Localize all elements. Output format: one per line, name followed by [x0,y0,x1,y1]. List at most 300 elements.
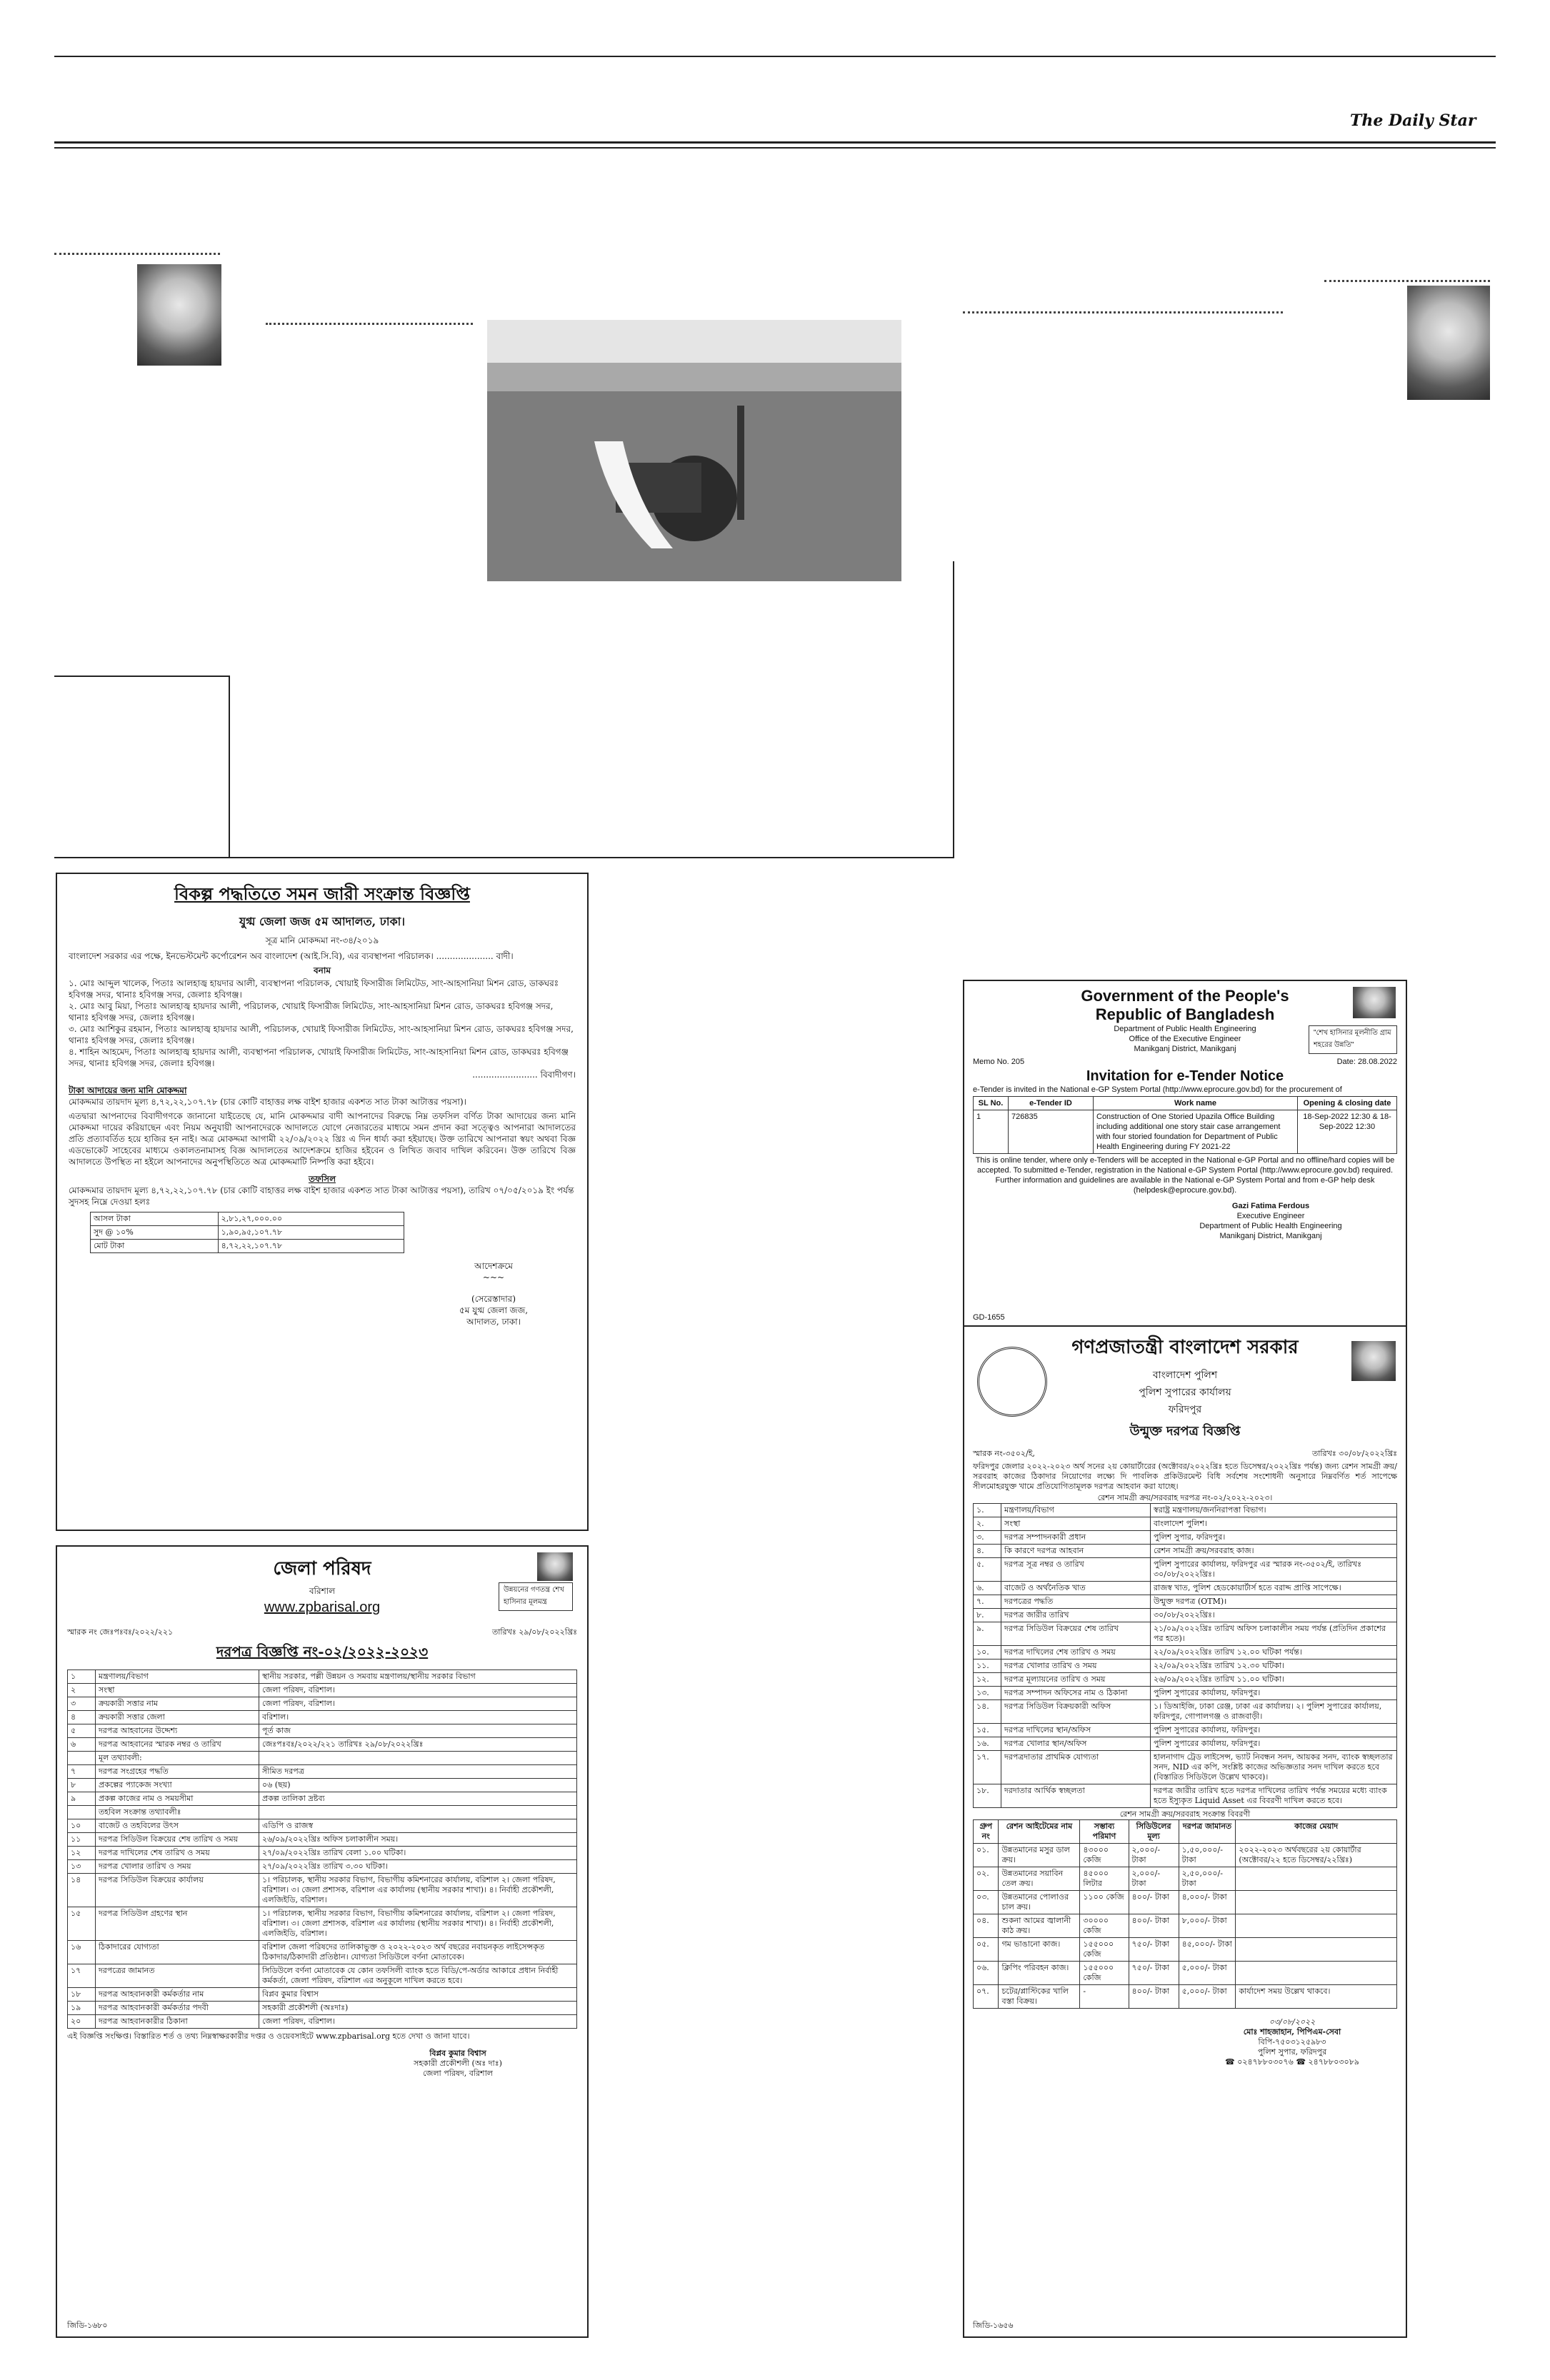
table-cell: ১। ডিআইজি, ঢাকা রেঞ্জ, ঢাকা এর কার্যালয়। ২। পুলিশ সুপারের কার্যালয়, ফরিদপুর, গোপালগঞ্জ ও রাজবাড়ী। [1151,1700,1397,1724]
table-cell: ১০. [974,1646,1001,1660]
police-emblem-icon [977,1347,1047,1417]
table-cell: ০২. [974,1867,999,1891]
table-row [68,2002,577,2015]
table-cell [259,1752,577,1765]
table-row [974,1595,1397,1609]
zila-parishad-tender-ad [56,1545,589,2338]
table-cell: ৬. [974,1582,1001,1595]
signer-role: Executive Engineer [1236,1212,1305,1220]
leader-photo [537,1552,573,1581]
table-cell: ৯. [974,1622,1001,1646]
table-cell: ০৭. [974,1985,999,2009]
police-tender-ad [963,1325,1407,2338]
memo-number: স্মারক নং জেঃপঃবঃ/২০২২/২২১ [67,1627,174,1637]
table-row [974,1914,1397,1938]
ad-title: জেলা পরিষদ [273,1558,371,1580]
table-cell: দরপত্র সংগ্রহের পদ্ধতি [96,1765,259,1779]
table-cell [1236,1867,1397,1891]
table-cell: ৪০০/- টাকা [1129,1914,1179,1938]
table-cell: দরপত্র খোলার স্থান/অফিস [1001,1737,1151,1751]
table-row [974,1531,1397,1545]
table-cell: দরপত্র আহবানকারীর ঠিকানা [96,2015,259,2029]
table-cell: বাজেট ও তহবিলের উৎস [96,1819,259,1833]
table-cell: ঠিকাদারের যোগ্যতা [96,1941,259,1964]
photo-illustration [487,320,901,581]
signer-office: জেলা পরিষদ, বরিশাল [423,2069,493,2078]
table-row [68,1860,577,1874]
table-cell: সংস্থা [1001,1517,1151,1531]
table-row [91,1212,404,1226]
table-cell: ১০ [68,1819,96,1833]
table-cell: দরদাতার আর্থিক স্বচ্ছলতা [1001,1784,1151,1808]
table-cell: উন্মুক্ত দরপত্র (OTM)। [1151,1595,1397,1609]
table-cell: উন্নতমানের পোলাওর চাল ক্রয়। [999,1891,1080,1914]
table-cell: দরপত্র খোলার তারিখ ও সময় [96,1860,259,1874]
table-cell: ২২/০৯/২০২২খ্রিঃ তারিখ ১২.৩০ ঘটিকা। [1151,1660,1397,1673]
table-cell: ২০ [68,2015,96,2029]
website-link[interactable]: www.zpbarisal.org [264,1600,381,1615]
table-cell: পুলিশ সুপারের কার্যালয়, ফরিদপুর। [1151,1737,1397,1751]
table-cell: রেশন সামগ্রী ক্রয়/সরবরাহ কাজ। [1151,1545,1397,1558]
table-row [68,1724,577,1738]
table-cell: সংস্থা [96,1684,259,1697]
table-cell: সহকারী প্রকৌশলী (অঃদাঃ) [259,2002,577,2015]
ad-title-2: Republic of Bangladesh [1095,1005,1275,1023]
table-cell: ৩ [68,1697,96,1711]
table-cell: ৪. [974,1545,1001,1558]
gd-number: GD-1655 [973,1313,1005,1322]
table-cell: ৪,৭২,২২,১০৭.৭৮ [218,1240,404,1253]
table-cell: ১. [974,1504,1001,1517]
table-cell: ১৭ [68,1964,96,1988]
etender-table [973,1096,1397,1154]
office: Office of the Executive Engineer [1129,1035,1241,1043]
table-cell: ২. [974,1517,1001,1531]
column-header: e-Tender ID [1009,1097,1094,1110]
sign-role: (সেরেস্তাদার) [471,1294,516,1304]
signer-name: বিপ্লব কুমার বিশ্বাস [429,2049,486,2058]
table-cell: ১১. [974,1660,1001,1673]
table-row [68,1738,577,1752]
versus-label: বনাম [314,965,331,975]
table-cell: ৩০/০৮/২০২২খ্রিঃ। [1151,1609,1397,1622]
signer-role: পুলিশ সুপার, ফরিদপুর [1257,2047,1327,2057]
dphe-etender-ad [963,980,1407,1328]
columnist-photo-right [1407,286,1490,400]
table-header-row [974,1820,1397,1844]
table-cell: ১৮ [68,1988,96,2002]
table-cell: ২৭/০৯/২০২২খ্রিঃ তারিখ বেলা ১.০০ ঘটিকা। [259,1847,577,1860]
table-row [974,1962,1397,1985]
table-row [974,1985,1397,2009]
table-cell: ৮ [68,1779,96,1792]
table-cell: দরপত্র দাখিলের শেষ তারিখ ও সময় [96,1847,259,1860]
schedule-text: মোকদ্দমার তায়দাদ মূল্য ৪,৭২,২২,১০৭.৭৮ (চার কোটি বাহাত্তর লক্ষ বাইশ হাজার একশত সাত টাকা আটাত্তর পয়সা), তারিখ ০৭/০৫/২০১৯ ইং পর্যন্ত সুদসহ নিম্নে দেওয়া হলঃ [69,1185,574,1207]
table-cell [259,1806,577,1819]
table-cell: ৪,০০০/- টাকা [1179,1891,1236,1914]
table-row [974,1504,1397,1517]
table-row [974,1110,1397,1154]
leader-photo [1353,987,1396,1018]
section-rule [54,857,954,858]
table-cell [1236,1938,1397,1962]
table-row [974,1673,1397,1687]
defendant-item: ৪. শাহিন আহমেদ, পিতাঃ আলহাজ্ব হায়দার আলী, ব্যবস্থাপনা পরিচালক, খোয়াই ফিসারীজ লিমিটেড, সাং-আহসানিয়া মিশন রোড, ডাকঘরঃ হবিগঞ্জ সদর, থানাঃ হবিগঞ্জ সদর, জেলাঃ হবিগঞ্জ। [69,1047,569,1068]
table-row [68,1792,577,1806]
defendant-item: ৩. মোঃ আশিকুর রহমান, পিতাঃ আলহাজ্ব হায়দার আলী, পরিচালক, খোয়াই ফিসারীজ লিমিটেড, সাং-আহসানিয়া মিশন রোড, ডাকঘরঃ হবিগঞ্জ সদর, থানাঃ হবিগঞ্জ সদর, জেলাঃ হবিগঞ্জ। [69,1024,574,1045]
table-cell: ১৬. [974,1737,1001,1751]
table-row [974,1891,1397,1914]
table-cell: ১১ [68,1833,96,1847]
table-cell: ১৩ [68,1860,96,1874]
table-cell: ৫. [974,1558,1001,1582]
tender-info-table [973,1503,1397,1808]
table-cell: বাংলাদেশ পুলিশ। [1151,1517,1397,1531]
table-row [974,1660,1397,1673]
column-header: SL No. [974,1097,1009,1110]
table-cell: ১। পরিচালক, স্থানীয় সরকার বিভাগ, বিভাগীয় কমিশনারের কার্যালয়, বরিশাল ২। জেলা পরিষদ, বরিশাল। ৩। জেলা প্রশাসক, বরিশাল এর কার্যালয় (স্থানীয় সরকার শাখা)। ৪। নির্বাহী প্রকৌশলী, এলজিইডি, বরিশাল। [259,1907,577,1941]
table-cell: পুলিশ সুপারের কার্যালয়, ফরিদপুর এর স্মারক নং-৩৫০২/ই, তারিখঃ ৩০/০৮/২০২২খ্রিঃ। [1151,1558,1397,1582]
table-cell: দরপত্রের জামানত [96,1964,259,1988]
ration-items-table [973,1819,1397,2009]
table-cell: স্বরাষ্ট্র মন্ত্রণালয়/জননিরাপত্তা বিভাগ। [1151,1504,1397,1517]
table-cell: ৯ [68,1792,96,1806]
tender-sub: রেশন সামগ্রী ক্রয়/সরবরাহ দরপত্র নং-০২/২০২২-২০২৩। [1097,1493,1273,1502]
table-cell: দরপত্র দাখিলের শেষ তারিখ ও সময় [1001,1646,1151,1660]
table-cell: ১৬ [68,1941,96,1964]
table-cell: পূর্ত কাজ [259,1724,577,1738]
table-cell [68,1806,96,1819]
table-row [974,1517,1397,1531]
table-cell: - [1080,1985,1129,2009]
table-cell: ২,৫০,০০০/- টাকা [1179,1867,1236,1891]
table-cell: ১৯ [68,2002,96,2015]
table-cell: জেলা পরিষদ, বরিশাল। [259,1697,577,1711]
table-cell: ১,৫০,০০০/- টাকা [1179,1844,1236,1867]
table-cell: ৫,০০০/- টাকা [1179,1985,1236,2009]
table-cell: ক্লিপিং পরিবহন কাজ। [999,1962,1080,1985]
defendant-item: ১. মোঃ আব্দুল খালেক, পিতাঃ আলহাজ্ব হায়দার আলী, ব্যবস্থাপনা পরিচালক, খোয়াই ফিসারীজ লিমিটেড, সাং-আহসানিয়া মিশন রোড, ডাকঘরঃ হবিগঞ্জ সদর, থানাঃ হবিগঞ্জ সদর, জেলাঃ হবিগঞ্জ। [69,978,559,1000]
table-cell: প্রকল্প তালিকা দ্রষ্টব্য [259,1792,577,1806]
table-row [974,1609,1397,1622]
table-cell: দরপত্র আহবানের উদ্দেশ্য [96,1724,259,1738]
defendant-label: ........................ বিবাদীগণ। [472,1070,576,1080]
table-cell: ২১/০৯/২০২২খ্রিঃ তারিখ অফিস চলাকালীন সময় পর্যন্ত (প্রতিদিন প্রকাশের পর হতে)। [1151,1622,1397,1646]
table-cell: 726835 [1009,1110,1094,1154]
table-cell: চটের/প্লাস্টিকের খালি বস্তা বিক্রয়। [999,1985,1080,2009]
table-cell: ৮,০০০/- টাকা [1179,1914,1236,1938]
irrigation-pump-photo [487,320,901,581]
table-row [974,1737,1397,1751]
table-cell: হালনাগাদ ট্রেড লাইসেন্স, ভ্যাট নিবন্ধন সনদ, আয়কর সনদ, ব্যাংক স্বচ্ছলতার সনদ, NID এর কপি, সংশ্লিষ্ট কাজের অভিজ্ঞতার সনদ দাখিল করতে হবে (বিস্তারিত সিডিউলে উল্লেখ থাকবে)। [1151,1751,1397,1784]
table-cell: ৪৩০০০ কেজি [1080,1844,1129,1867]
signature-scribble: ০৩/০৮/২০২২ [1269,2017,1316,2027]
table-cell: ৭ [68,1765,96,1779]
table-cell: ৪৫০০০ লিটার [1080,1867,1129,1891]
memo-date: তারিখঃ ৩০/০৮/২০২২খ্রিঃ [1311,1449,1397,1458]
table-cell: কার্যাদেশ সময় উল্লেখ থাকবে। [1236,1985,1397,2009]
table-cell: ১৭. [974,1751,1001,1784]
column-rule [1324,280,1490,282]
table-cell: ১৫৫০০০ কেজি [1080,1962,1129,1985]
schedule-heading: তফসিল [308,1174,336,1184]
table-cell: ২,০০০/- টাকা [1129,1867,1179,1891]
sign-court: ৫ম যুগ্ম জেলা জজ, [459,1305,529,1315]
table-cell: মন্ত্রণালয়/বিভাগ [96,1670,259,1684]
ad-title: বিকল্প পদ্ধতিতে সমন জারী সংক্রান্ত বিজ্ঞপ্তি [174,883,470,904]
table-cell: পুলিশ সুপারের কার্যালয়, ফরিদপুর। [1151,1687,1397,1700]
ad-title: Government of the People's [1081,987,1289,1005]
column-header: Work name [1094,1097,1298,1110]
table-row [68,1964,577,1988]
table-cell: ১৫. [974,1724,1001,1737]
table-cell: দরপত্র আহবানকারী কর্মকর্তার নাম [96,1988,259,2002]
table-cell: দরপত্র সম্পাদন অফিসের নাম ও ঠিকানা [1001,1687,1151,1700]
table-cell: ১৪. [974,1700,1001,1724]
table-cell: ০৩. [974,1891,999,1914]
table-cell: বাজেট ও অর্থনৈতিক খাত [1001,1582,1151,1595]
article-frame-left [54,676,230,858]
column-header: গ্রুপ নং [974,1820,999,1844]
table-row [68,1765,577,1779]
table-row [974,1844,1397,1867]
top-rule [54,56,1496,57]
table-cell: 18-Sep-2022 12:30 & 18-Sep-2022 12:30 [1298,1110,1397,1154]
table-cell: ৭৫০/- টাকা [1129,1962,1179,1985]
table-cell: ২৭/০৯/২০২২খ্রিঃ তারিখ ৩.৩০ ঘটিকা। [259,1860,577,1874]
table-row [68,1806,577,1819]
table-row [68,1847,577,1860]
column-header: দরপত্র জামানত [1179,1820,1236,1844]
table-cell: জেঃপঃবঃ/২০২২/২২১ তারিখঃ ২৯/০৮/২০২২খ্রিঃ [259,1738,577,1752]
table-row [974,1867,1397,1891]
table-cell: দরপত্র মূল্যায়নের তারিখ ও সময় [1001,1673,1151,1687]
table-cell: দরপত্রের পদ্ধতি [1001,1595,1151,1609]
table-cell: ০৫. [974,1938,999,1962]
signature-block [411,1260,576,1327]
signer-dept: Department of Public Health Engineering [1199,1222,1342,1230]
table-cell: দরপত্র সিডিউল বিক্রয়ের শেষ তারিখ ও সময় [96,1833,259,1847]
table-cell: দরপত্র সিডিউল বিক্রয়কারী অফিস [1001,1700,1151,1724]
summons-notice-ad [56,873,589,1531]
table-row [68,1697,577,1711]
table-row [68,1684,577,1697]
table-cell: দরপত্রদাতার প্রাথমিক যোগ্যতা [1001,1751,1151,1784]
table-row [68,1752,577,1765]
signer-name: Gazi Fatima Ferdous [1231,1202,1310,1210]
leader-photo [1351,1341,1396,1381]
table-cell: স্থানীয় সরকার, পল্লী উন্নয়ন ও সমবায় মন্ত্রণালয়/স্থানীয় সরকার বিভাগ [259,1670,577,1684]
table-cell: ৩. [974,1531,1001,1545]
table-cell: কি কারণে দরপত্র আহবান [1001,1545,1151,1558]
table-cell: ১৩. [974,1687,1001,1700]
memo-date: Date: 28.08.2022 [1336,1058,1397,1066]
column-header: সিডিউলের মূল্য [1129,1820,1179,1844]
table-cell [1236,1962,1397,1985]
items-sub: রেশন সামগ্রী ক্রয়/সরবরাহ সংক্রান্ত বিবরণী [1119,1809,1251,1819]
case-number: সূত্র মানি মোকদ্দমা নং-৩৪/২০১৯ [265,935,379,945]
table-cell: বরিশাল জেলা পরিষদের তালিকাভুক্ত ও ২০২২-২০২৩ অর্থ বছরের নবায়নকৃত লাইসেন্সকৃত ঠিকাদার/ঠিকাদারী প্রতিষ্ঠান। যোগ্যতা সিডিউলে বর্ণনা মোতাবেক। [259,1941,577,1964]
department: Department of Public Health Engineering [1114,1025,1256,1033]
table-row [974,1724,1397,1737]
slogan-badge: "শেখ হাসিনার মূলনীতি গ্রাম শহরের উন্নতি" [1309,1025,1397,1054]
tender-heading: দরপত্র বিজ্ঞপ্তি নং-০২/২০২২-২০২৩ [216,1643,429,1660]
memo-line [973,1449,1397,1459]
brand-logo: The Daily Star [1350,111,1476,130]
table-cell: ক্রয়কারী সত্তার জেলা [96,1711,259,1724]
header-rule [54,141,1496,144]
table-cell: পুলিশ সুপার, ফরিদপুর। [1151,1531,1397,1545]
table-cell: গম ভাঙানো কাজ। [999,1938,1080,1962]
tender-heading: Invitation for e-Tender Notice [1086,1068,1284,1084]
table-cell: প্রকল্প কাজের নাম ও সময়সীমা [96,1792,259,1806]
header-rule-2 [54,147,1496,149]
article-frame-right [953,561,954,857]
table-cell: ২,০০০/- টাকা [1129,1844,1179,1867]
table-row [68,2015,577,2029]
org-line: বাংলাদেশ পুলিশ [1152,1370,1218,1381]
table-cell: দরপত্র সিডিউল গ্রহণের স্থান [96,1907,259,1941]
sign-place: আদালত, ঢাকা। [466,1317,521,1327]
table-cell: সীমিত দরপত্র [259,1765,577,1779]
table-cell: ২৬/০৯/২০২২খ্রিঃ তারিখ ১১.০০ ঘটিকা। [1151,1673,1397,1687]
table-cell: ১১০০ কেজি [1080,1891,1129,1914]
table-row [974,1751,1397,1784]
table-cell: ০৬. [974,1962,999,1985]
table-cell: ০৬ (ছয়) [259,1779,577,1792]
table-row [974,1784,1397,1808]
tender-table [67,1669,577,2029]
memo-line [67,1627,577,1637]
district-line: ফরিদপুর [1168,1404,1202,1415]
signature-scribble: ~~~ [482,1272,505,1282]
court-name: যুগ্ম জেলা জজ ৫ম আদালত, ঢাকা। [239,915,406,928]
table-cell: 1 [974,1110,1009,1154]
table-row [68,1988,577,2002]
memo-number: স্মারক নং-৩৫০২/ই, [973,1449,1035,1458]
table-cell: মূল তথ্যাবলী: [96,1752,259,1765]
table-cell: ৮. [974,1609,1001,1622]
signer-block [1144,1201,1397,1241]
plaintiff-text: বাংলাদেশ সরকার এর পক্ষে, ইনভেস্টমেন্ট কর্পোরেশন অব বাংলাদেশ (আই.সি.বি), এর ব্যবস্থাপনা পরিচালক। ..................... বাদী। [69,951,514,961]
table-cell: ১২ [68,1847,96,1860]
memo-line [973,1057,1397,1067]
memo-number: Memo No. 205 [973,1058,1025,1066]
table-row [974,1622,1397,1646]
table-cell [1236,1891,1397,1914]
table-cell: সিডিউলে বর্ণনা মোতাবেক যে কোন তফসিলী ব্যাংক হতে বিডি/পে-অর্ডার আকারে প্রধান নির্বাহী কর্মকর্তা, জেলা পরিষদ, বরিশাল এর অনুকূলে দাখিল করতে হবে। [259,1964,577,1988]
table-row [68,1833,577,1847]
table-row [974,1700,1397,1724]
table-cell: ২০২২-২০২৩ অর্থবছরের ২য় কোয়ার্টার (অক্টোবর/২২ হতে ডিসেম্বর/২২খ্রিঃ) [1236,1844,1397,1867]
table-cell: দরপত্র আহবানকারী কর্মকর্তার পদবী [96,2002,259,2015]
table-cell: বরিশাল। [259,1711,577,1724]
table-cell [1236,1914,1397,1938]
table-cell: ৭৫০/- টাকা [1129,1938,1179,1962]
table-cell: ১,৯০,৯৫,১০৭.৭৮ [218,1226,404,1240]
tender-intro: e-Tender is invited in the National e-GP System Portal (http://www.eprocure.gov.bd) for the procurement of [973,1085,1342,1094]
defendant-item: ২. মোঃ আবু মিয়া, পিতাঃ আলহাজ্ব হায়দার আলী, পরিচালক, খোয়াই ফিসারীজ লিমিটেড, সাং-আহসানিয়া মিশন রোড, ডাকঘরঃ হবিগঞ্জ সদর, থানাঃ হবিগঞ্জ সদর, জেলাঃ হবিগঞ্জ। [69,1001,554,1023]
table-cell: ৪৫,০০০/- টাকা [1179,1938,1236,1962]
column-rule [54,253,220,255]
table-cell: দরপত্র সিডিউল বিক্রয়ের শেষ তারিখ [1001,1622,1151,1646]
gd-number: জিডি-১৬৫৬ [973,2321,1014,2330]
table-cell: দরপত্র সম্পাদনকারী প্রধান [1001,1531,1151,1545]
table-row [974,1646,1397,1660]
table-cell: মন্ত্রণালয়/বিভাগ [1001,1504,1151,1517]
columnist-photo-left [137,264,221,366]
table-row [974,1938,1397,1962]
table-cell: ২,৮১,২৭,০০০.০০ [218,1212,404,1226]
table-cell: ১৮. [974,1784,1001,1808]
table-cell: ৭. [974,1595,1001,1609]
table-cell: ১৫ [68,1907,96,1941]
slogan-badge: উন্নয়নের গণতন্ত্র শেখ হাসিনার মূলমন্ত্র [499,1582,573,1611]
table-row [68,1711,577,1724]
column-header: কাজের মেয়াদ [1236,1820,1397,1844]
table-cell: উন্নতমানের সয়াবিন তেল ক্রয়। [999,1867,1080,1891]
district: Manikganj District, Manikganj [1134,1045,1236,1053]
table-cell: ১। পরিচালক, স্থানীয় সরকার বিভাগ, বিভাগীয় কমিশনারের কার্যালয়, বরিশাল ২। জেলা পরিষদ, বরিশাল। ৩। জেলা প্রশাসক, বরিশাল এর কার্যালয় (স্থানীয় সরকার শাখা)। ৪। নির্বাহী প্রকৌশলী, এলজিইডি, বরিশাল। [259,1874,577,1907]
office-line: পুলিশ সুপারের কার্যালয় [1139,1387,1231,1398]
table-cell: জেলা পরিষদ, বরিশাল। [259,1684,577,1697]
table-cell: ১২. [974,1673,1001,1687]
table-header-row [974,1097,1397,1110]
gd-number: জিডি-১৬৮০ [67,2321,108,2330]
table-cell: ০১. [974,1844,999,1867]
table-row [974,1545,1397,1558]
tender-intro: ফরিদপুর জেলার ২০২২-২০২৩ অর্থ সনের ২য় কোয়ার্টারের (অক্টোবর/২০২২খ্রিঃ হতে ডিসেম্বর/২০২২খ্রিঃ পর্যন্ত) জন্য রেশন সামগ্রী ক্রয়/সরবরাহ কাজের ঠিকাদার নিয়োগের লক্ষ্যে দি পাবলিক প্রকিউরমেন্ট বিধি সর্বশেষ সংশোধনী অনুসারে নিম্নবর্ণিত শর্ত সাপেক্ষে সীলমোহরযুক্ত খামে প্রতিযোগিতামূলক দরপত্র আহবান করা যাচ্ছে। [973,1462,1397,1491]
table-cell: সুদ @ ১০% [91,1226,219,1240]
signer-place: Manikganj District, Manikganj [1219,1232,1322,1240]
table-cell: বিপ্লব কুমার বিশ্বাস [259,1988,577,2002]
column-rule [963,311,1283,313]
table-cell: ৬ [68,1738,96,1752]
table-cell: উন্নতমানের মসুর ডাল ক্রয়। [999,1844,1080,1867]
table-cell: আসল টাকা [91,1212,219,1226]
table-cell: Construction of One Storied Upazila Office Building including additional one story stair case arrangement with four storied foundation for Department of Public Health Engineering during FY 2021-22 [1094,1110,1298,1154]
ad-subtitle: বরিশাল [309,1586,336,1596]
table-cell: ১৫৫০০০ কেজি [1080,1938,1129,1962]
table-row [68,1874,577,1907]
table-cell: দরপত্র জারীর তারিখ হতে দরপত্র দাখিলের তারিখ পর্যন্ত সময়ের মধ্যে ব্যাংক হতে ইস্যুকৃত Liquid Asset এর বিবরণী দাখিল করতে হবে। [1151,1784,1397,1808]
table-cell: ০৪. [974,1914,999,1938]
column-header: রেশন আইটেমের নাম [999,1820,1080,1844]
table-cell: শুকনা আমের জ্বালানী কাঠ ক্রয়। [999,1914,1080,1938]
table-cell: ৪০০/- টাকা [1129,1985,1179,2009]
table-cell: পুলিশ সুপারের কার্যালয়, ফরিদপুর। [1151,1724,1397,1737]
schedule-table [90,1212,404,1253]
memo-date: তারিখঃ ২৯/০৮/২০২২খ্রিঃ [491,1627,577,1637]
sign-label: আদেশক্রমে [474,1261,513,1271]
table-cell: ক্রয়কারী সত্তার নাম [96,1697,259,1711]
signer-role: সহকারী প্রকৌশলী (অঃ দাঃ) [414,2059,502,2068]
table-cell: ২ [68,1684,96,1697]
table-row [68,1779,577,1792]
claim-text: মোকদ্দমার তায়দাদ মূল্য ৪,৭২,২২,১০৭.৭৮ (চার কোটি বাহাত্তর লক্ষ বাইশ হাজার একশত সাত টাকা আটাত্তর পয়সা)। [69,1097,466,1107]
column-header: Opening & closing date [1298,1097,1397,1110]
notice-body: এতদ্বারা আপনাদের বিবাদীগণকে জানানো যাইতেছে যে, মানি মোকদ্দমার বাদী আপনাদের বিরুদ্ধে নিম্ন তফসিল বর্ণিত টাকা আদায়ের জন্য মানি মোকদ্দমা দায়ের করিয়াছেন এবং নিয়ম অনুযায়ী আপনাদেরকে আদালতে যোগে নেজারতের মাধ্যমে সমন প্রদান করা সত্ত্বেও আপনারা আদালতের প্রতি প্রত্যাবর্তিত হয়ে হাজির হন নাই। অত্র মোকদ্দমা আগামী ২২/০৯/২০২২ খ্রিঃ এ দিন ধার্য্য করা হইয়াছে। উক্ত তারিখে আপনারা স্বয়ং অথবা বিজ্ঞ এডভোকেট সাহেবের মাধ্যমে ওকালতনামাসহ বিজ্ঞ আদালতের আদেশক্রমে হাজির হইবেন ও লিখিত জবাব দাখিল করিবেন। উক্ত তারিখে বিজ্ঞ আদালতে উপস্থিত না হইলে আপনাদের অনুপস্থিতিতে অত্র মোকদ্দমাটি নিষ্পত্তি করা হইবে। [69,1111,576,1167]
tender-heading: উন্মুক্ত দরপত্র বিজ্ঞপ্তি [1129,1424,1241,1439]
table-row [68,1941,577,1964]
table-cell: মোট টাকা [91,1240,219,1253]
signer-bp: বিপি-৭৫০৩১২৫৯৮৩ [1258,2037,1326,2047]
table-cell: দরপত্র সিডিউল বিক্রয়ের কার্যালয় [96,1874,259,1907]
table-cell: রাজস্ব খাত, পুলিশ হেডকোয়ার্টার্স হতে বরাদ্দ প্রাপ্তি সাপেক্ষে। [1151,1582,1397,1595]
table-cell: ৪০০/- টাকা [1129,1891,1179,1914]
table-cell: ১৪ [68,1874,96,1907]
table-cell: দরপত্র সূত্র নম্বর ও তারিখ [1001,1558,1151,1582]
